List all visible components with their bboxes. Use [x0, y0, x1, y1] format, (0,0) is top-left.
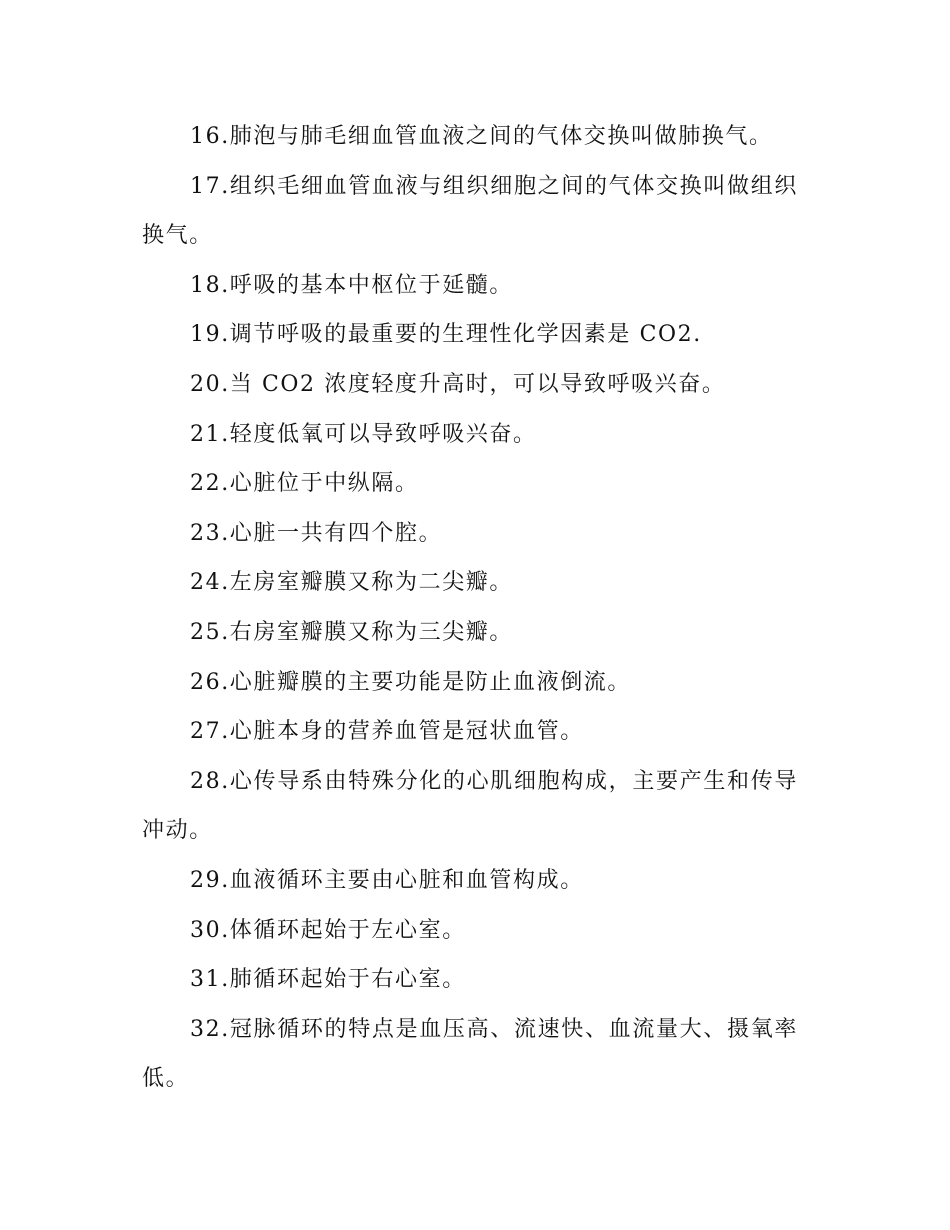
paragraph-19: 19.调节呼吸的最重要的生理性化学因素是 CO2. — [190, 322, 702, 348]
paragraph-17: 17.组织毛细血管血液与组织细胞之间的气体交换叫做组织换气。 — [142, 173, 798, 249]
paragraph-20: 20.当 CO2 浓度轻度升高时，可以导致呼吸兴奋。 — [190, 371, 726, 397]
paragraph-24: 24.左房室瓣膜又称为二尖瓣。 — [190, 570, 513, 596]
paragraph-31: 31.肺循环起始于右心室。 — [190, 967, 466, 993]
paragraph-16: 16.肺泡与肺毛细血管血液之间的气体交换叫做肺换气。 — [190, 124, 773, 149]
paragraph-25: 25.右房室瓣膜又称为三尖瓣。 — [190, 619, 513, 645]
paragraph-23: 23.心脏一共有四个腔。 — [190, 520, 443, 546]
paragraph-21: 21.轻度低氧可以导致呼吸兴奋。 — [190, 421, 537, 447]
paragraph-32: 32.冠脉循环的特点是血压高、流速快、血流量大、摄氧率低。 — [142, 1016, 798, 1092]
paragraph-29: 29.血液循环主要由心脏和血管构成。 — [190, 867, 584, 893]
paragraph-28: 28.心传导系由特殊分化的心肌细胞构成，主要产生和传导冲动。 — [142, 768, 798, 844]
paragraph-26: 26.心脏瓣膜的主要功能是防止血液倒流。 — [190, 669, 631, 695]
paragraph-30: 30.体循环起始于左心室。 — [190, 917, 466, 943]
document-body — [142, 112, 798, 1104]
paragraph-27: 27.心脏本身的营养血管是冠状血管。 — [190, 719, 584, 745]
paragraph-22: 22.心脏位于中纵隔。 — [190, 471, 419, 497]
paragraph-18: 18.呼吸的基本中枢位于延髓。 — [190, 272, 513, 298]
